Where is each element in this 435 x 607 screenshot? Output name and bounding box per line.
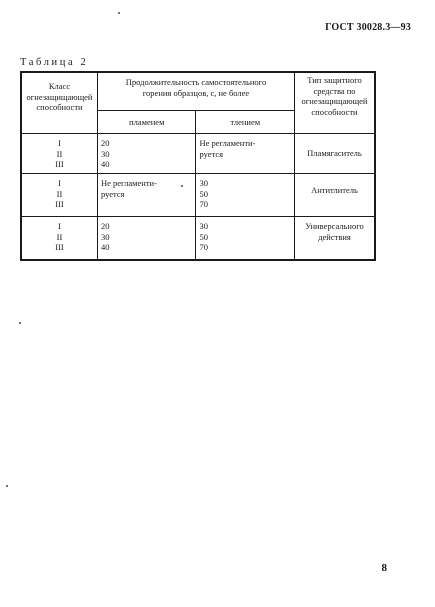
header-type-line: способности [311, 106, 358, 117]
header-class-line: Класс [48, 81, 71, 91]
header-type [295, 72, 376, 134]
table-caption: Таблица 2 [20, 57, 89, 68]
header-type-line: Тип защитного [307, 75, 362, 85]
class-value: III [55, 242, 64, 252]
smolder-cell [196, 174, 295, 217]
header-class-line: огнезащищающей [26, 91, 93, 102]
table-header-row [21, 72, 375, 111]
class-value: III [55, 199, 64, 209]
flame-cell [98, 217, 196, 261]
flame-cell [98, 174, 196, 217]
smolder-value: 70 [199, 199, 208, 209]
smolder-value: 30 [199, 178, 208, 188]
smolder-cell [196, 134, 295, 174]
class-value: II [56, 148, 63, 159]
type-value: Пламягаситель [307, 148, 362, 159]
flame-value: 40 [101, 159, 110, 169]
class-cell [21, 217, 98, 261]
smolder-value: Не регламенти- [199, 138, 256, 148]
type-value: Универсального [305, 221, 364, 231]
header-class-line: способности [36, 102, 83, 112]
header-duration-line: Продолжительность самостоятельного [125, 77, 267, 87]
header-type-line: средства по [313, 85, 356, 96]
flame-value: Не регламенти- [101, 178, 157, 188]
classification-table [20, 71, 376, 261]
flame-cell [98, 134, 196, 174]
table-row-group-2 [21, 174, 375, 217]
flame-value: 20 [101, 138, 110, 148]
scan-speck [181, 185, 183, 187]
class-value: I [58, 138, 61, 148]
type-value: Антитлитель [311, 185, 358, 195]
class-value: I [58, 178, 61, 188]
smolder-value: 50 [199, 231, 208, 242]
class-value: I [58, 221, 61, 231]
class-value: III [55, 159, 64, 169]
type-cell [295, 174, 376, 217]
scan-speck [118, 12, 120, 14]
class-value: II [56, 231, 63, 242]
header-duration-line: горения образцов, с, не более [142, 87, 250, 98]
type-value: действия [318, 231, 351, 242]
class-cell [21, 134, 98, 174]
header-type-line: огнезащищающей [301, 96, 368, 106]
smolder-value: 70 [199, 242, 208, 252]
scan-speck [19, 322, 21, 324]
flame-value: 20 [101, 221, 110, 231]
header-smolder: тлением [196, 111, 295, 134]
smolder-cell [196, 217, 295, 261]
header-duration [98, 72, 295, 111]
table-row-group-3 [21, 217, 375, 261]
flame-value: руется [101, 188, 125, 199]
class-cell [21, 174, 98, 217]
flame-value: 40 [101, 242, 110, 252]
page-number: 8 [381, 562, 387, 574]
smolder-value: 30 [199, 221, 208, 231]
flame-value: 30 [101, 231, 110, 242]
table-row-group-1 [21, 134, 375, 174]
type-cell [295, 134, 376, 174]
smolder-value: руется [199, 148, 224, 159]
type-cell [295, 217, 376, 261]
flame-value: 30 [101, 148, 110, 159]
header-flame: пламенем [98, 111, 196, 134]
class-value: II [56, 188, 63, 199]
header-class [21, 72, 98, 134]
scan-speck [6, 485, 8, 487]
standard-code: ГОСТ 30028.3—93 [325, 22, 411, 33]
smolder-value: 50 [199, 188, 208, 199]
